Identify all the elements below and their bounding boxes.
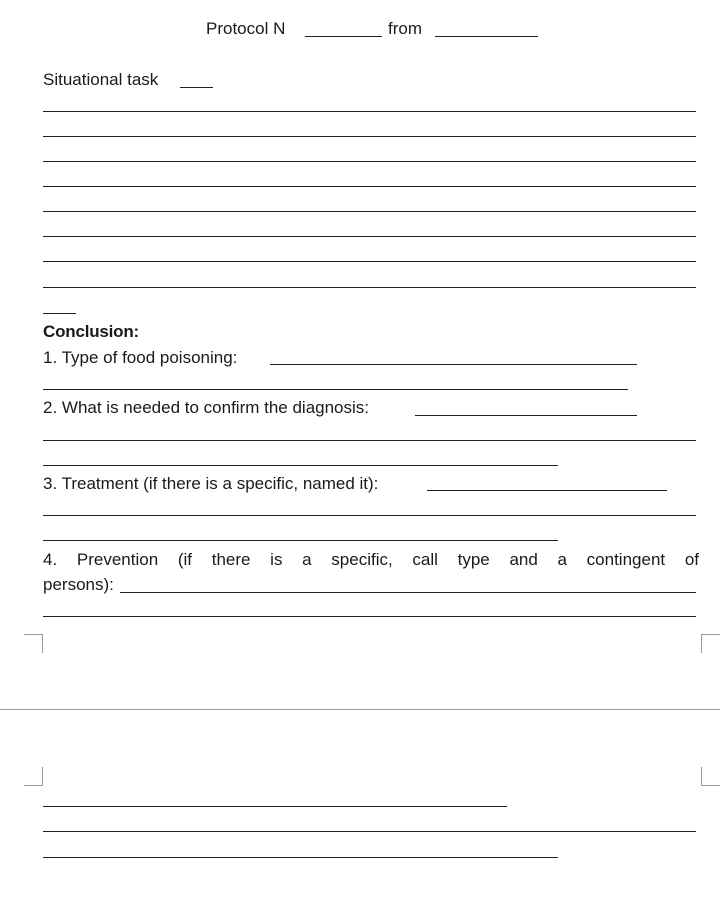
item-2-blank[interactable] [415, 415, 637, 416]
margin-corner-mark [701, 634, 720, 653]
item-4-line[interactable] [43, 616, 696, 617]
task-line[interactable] [43, 136, 696, 137]
from-label: from [388, 19, 422, 38]
margin-corner-mark [24, 634, 43, 653]
continuation-line[interactable] [43, 806, 507, 807]
item-2-label: 2. What is needed to confirm the diagnosis: [43, 398, 370, 417]
task-line[interactable] [43, 111, 696, 112]
task-line[interactable] [43, 261, 696, 262]
item-2-line[interactable] [43, 440, 696, 441]
item-4-label-cont: persons): [43, 575, 114, 594]
item-4-label: 4. Prevention (if there is a specific, call type and a contingent of [43, 550, 699, 569]
task-line-end[interactable] [43, 313, 76, 314]
protocol-number-blank[interactable] [305, 36, 382, 37]
item-3-blank[interactable] [427, 490, 667, 491]
task-line[interactable] [43, 211, 696, 212]
item-1-blank[interactable] [270, 364, 637, 365]
task-line[interactable] [43, 161, 696, 162]
item-3-label: 3. Treatment (if there is a specific, named it): [43, 474, 379, 493]
continuation-line[interactable] [43, 831, 696, 832]
situational-task-label: Situational task [43, 70, 159, 89]
item-3-line[interactable] [43, 515, 696, 516]
continuation-line[interactable] [43, 857, 558, 858]
item-3-line[interactable] [43, 540, 558, 541]
item-1-label: 1. Type of food poisoning: [43, 348, 238, 367]
conclusion-heading: Conclusion: [43, 322, 140, 341]
task-line[interactable] [43, 186, 696, 187]
margin-corner-mark [701, 767, 720, 786]
item-2-line[interactable] [43, 465, 558, 466]
protocol-label: Protocol N [206, 19, 286, 38]
item-1-line[interactable] [43, 389, 628, 390]
task-line[interactable] [43, 236, 696, 237]
task-line[interactable] [43, 287, 696, 288]
page-break [0, 709, 720, 710]
margin-corner-mark [24, 767, 43, 786]
item-4-blank[interactable] [120, 592, 696, 593]
task-number-blank[interactable] [180, 87, 213, 88]
date-blank[interactable] [435, 36, 538, 37]
